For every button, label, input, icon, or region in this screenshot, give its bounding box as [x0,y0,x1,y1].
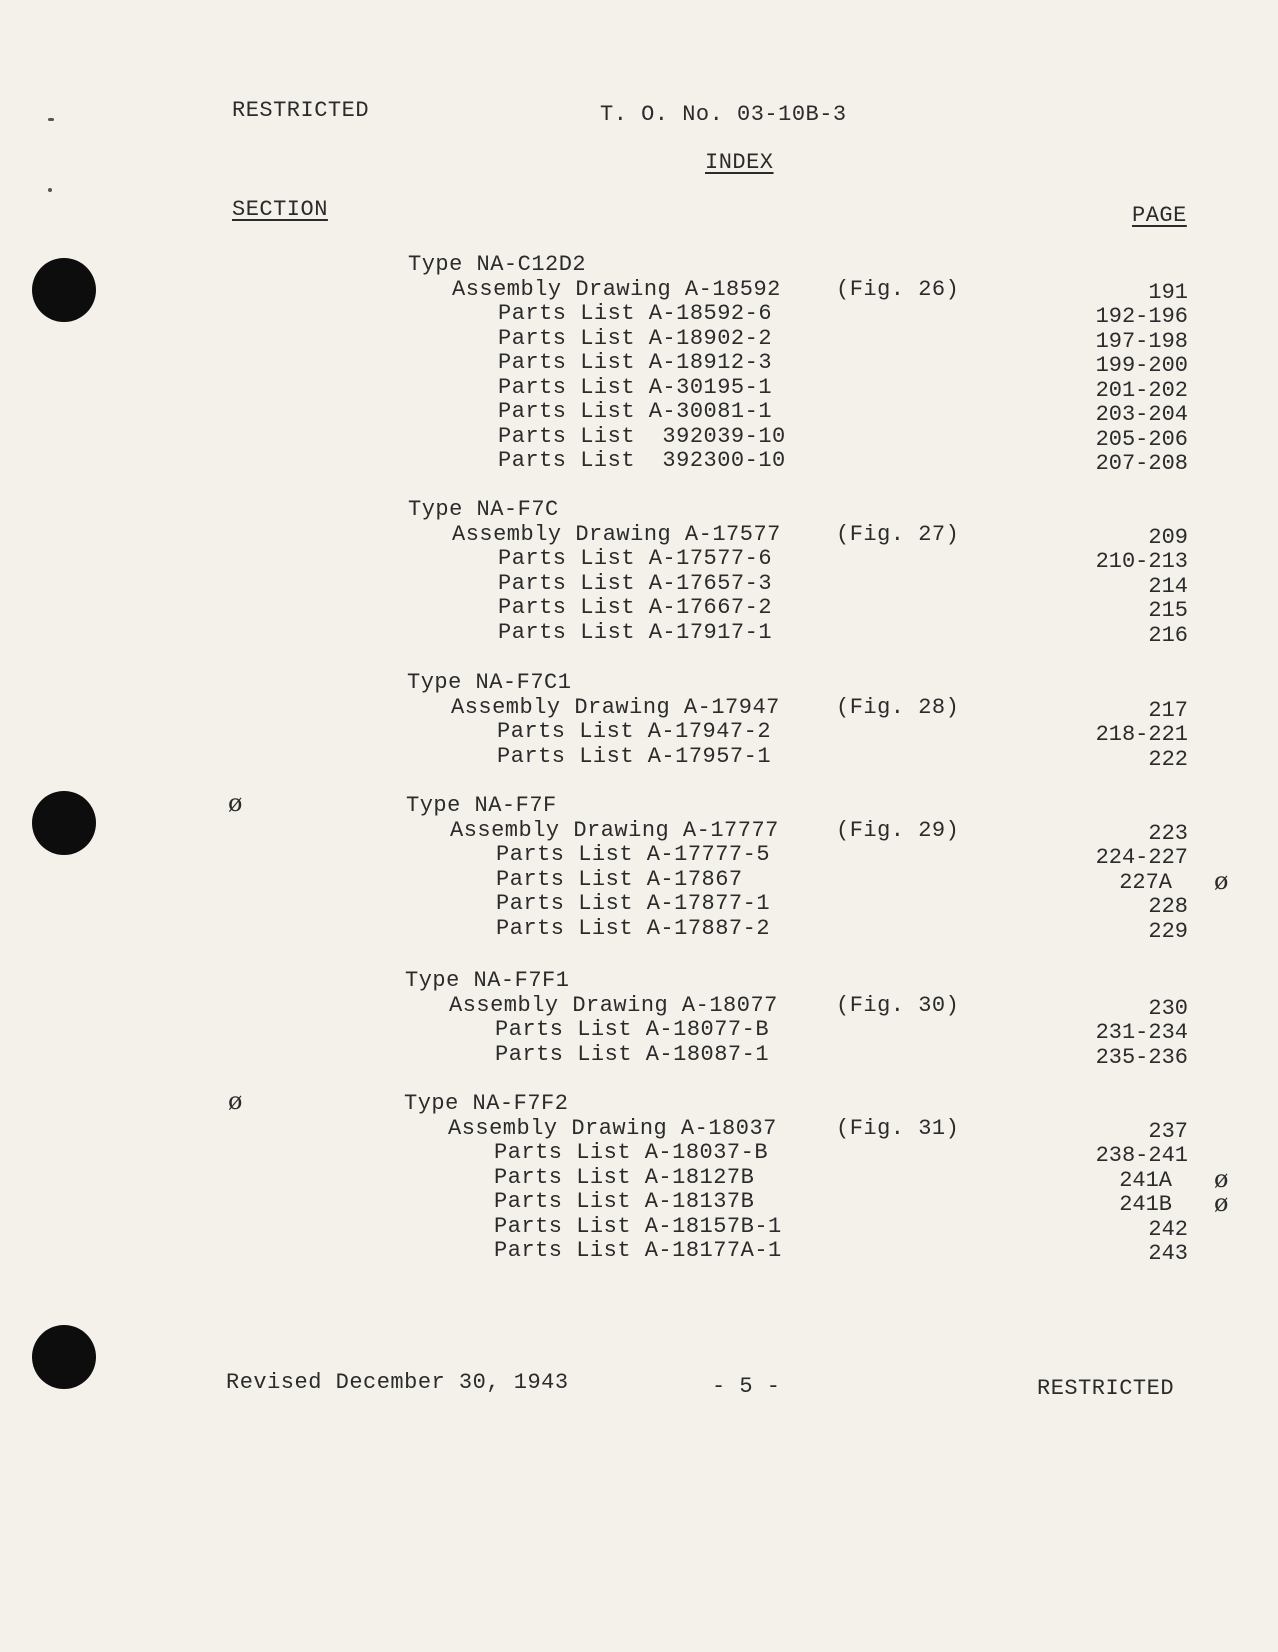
parts-list-entry: Parts List A-18137B [494,1189,755,1214]
parts-list-entry: Parts List 392039-10 [498,423,786,449]
parts-list-entry: Parts List A-17867 [496,866,743,892]
parts-list-entry: Parts List A-30081-1 [498,399,773,424]
page-number: 199-200 [1095,353,1188,378]
parts-list-entry: Parts List A-17947-2 [497,719,772,744]
assembly-drawing-entry: Assembly Drawing A-18037 [448,1115,777,1141]
parts-list-entry: Parts List A-18592-6 [498,301,773,326]
index-title: INDEX [705,150,774,175]
parts-list-entry: Parts List A-17777-5 [496,842,771,867]
parts-list-entry: Parts List A-17667-2 [498,595,773,620]
page-number: 235-236 [1095,1044,1188,1070]
section-type-heading: Type NA-F7F2 [404,1091,569,1116]
section-type-heading: Type NA-F7F1 [405,968,570,993]
binder-hole [32,258,96,322]
page-number: 205-206 [1095,426,1188,452]
header-to-number: T. O. No. 03-10B-3 [600,102,847,127]
revision-mark: ø [1214,866,1229,895]
revision-mark: ø [228,1087,243,1115]
page-number: 238-241 [1095,1143,1188,1168]
page-number: 241B [1119,1192,1172,1217]
page-number: 228 [1148,894,1188,919]
page-number: 191 [1148,279,1188,305]
footer-revised-date: Revised December 30, 1943 [226,1370,569,1395]
parts-list-entry: Parts List A-18037-B [494,1140,769,1165]
figure-reference: (Fig. 26) [836,276,960,302]
figure-reference: (Fig. 27) [836,521,960,547]
parts-list-entry: Parts List A-17917-1 [498,619,773,645]
paper-speck [48,188,52,192]
assembly-drawing-entry: Assembly Drawing A-17947 [451,694,780,720]
parts-list-entry: Parts List A-18902-2 [498,325,773,351]
header-restricted: RESTRICTED [232,98,370,123]
page-number: 217 [1148,697,1188,723]
page-number: 222 [1148,746,1188,772]
parts-list-entry: Parts List A-18077-B [495,1017,770,1042]
page-number: 224-227 [1095,845,1188,870]
parts-list-entry: Parts List A-18177A-1 [494,1238,782,1263]
page-number: 241A [1119,1167,1172,1193]
revision-mark: ø [1214,1189,1229,1217]
parts-list-entry: Parts List A-17577-6 [498,546,773,571]
page-number: 218-221 [1095,722,1188,747]
page-number: 192-196 [1095,304,1188,329]
footer-page-number: - 5 - [712,1374,781,1399]
footer-restricted: RESTRICTED [1037,1376,1175,1401]
parts-list-entry: Parts List A-17657-3 [498,570,773,596]
figure-reference: (Fig. 29) [836,817,960,843]
page-number: 231-234 [1095,1020,1188,1045]
parts-list-entry: Parts List A-17887-2 [496,915,771,941]
page-number: 210-213 [1095,549,1188,574]
parts-list-entry: Parts List 392300-10 [498,448,786,473]
section-type-heading: Type NA-F7C [408,497,559,522]
page-number: 243 [1148,1241,1188,1266]
section-type-heading: Type NA-F7C1 [407,670,572,695]
paper-speck [48,118,54,121]
page-number: 215 [1148,598,1188,623]
figure-reference: (Fig. 31) [836,1115,960,1141]
parts-list-entry: Parts List A-30195-1 [498,374,773,400]
binder-hole [32,1325,96,1389]
assembly-drawing-entry: Assembly Drawing A-17577 [452,521,781,547]
page-number: 209 [1148,524,1188,550]
page-number: 223 [1148,820,1188,846]
assembly-drawing-entry: Assembly Drawing A-17777 [450,817,779,843]
page-number: 201-202 [1095,377,1188,403]
section-type-heading: Type NA-C12D2 [408,252,587,277]
figure-reference: (Fig. 28) [836,694,960,720]
parts-list-entry: Parts List A-18087-1 [495,1041,770,1067]
page-number: 229 [1148,918,1188,944]
parts-list-entry: Parts List A-17877-1 [496,891,771,916]
parts-list-entry: Parts List A-18157B-1 [494,1213,782,1239]
page-number: 230 [1148,995,1188,1021]
page-number: 214 [1148,573,1188,599]
revision-mark: ø [1214,1164,1229,1193]
page-number: 227A [1119,869,1172,895]
page-number: 242 [1148,1216,1188,1242]
binder-hole [32,791,96,855]
page-number: 216 [1148,622,1188,648]
page-number: 197-198 [1095,328,1188,354]
revision-mark: ø [228,789,243,817]
section-type-heading: Type NA-F7F [406,793,557,818]
page-number: 237 [1148,1118,1188,1144]
page-number: 207-208 [1095,451,1188,476]
page-column-header: PAGE [1132,203,1187,228]
page-number: 203-204 [1095,402,1188,427]
figure-reference: (Fig. 30) [836,992,960,1018]
section-column-header: SECTION [232,197,328,222]
assembly-drawing-entry: Assembly Drawing A-18077 [449,992,778,1018]
parts-list-entry: Parts List A-18912-3 [498,350,773,375]
parts-list-entry: Parts List A-18127B [494,1164,755,1190]
parts-list-entry: Parts List A-17957-1 [497,743,772,769]
assembly-drawing-entry: Assembly Drawing A-18592 [452,276,781,302]
